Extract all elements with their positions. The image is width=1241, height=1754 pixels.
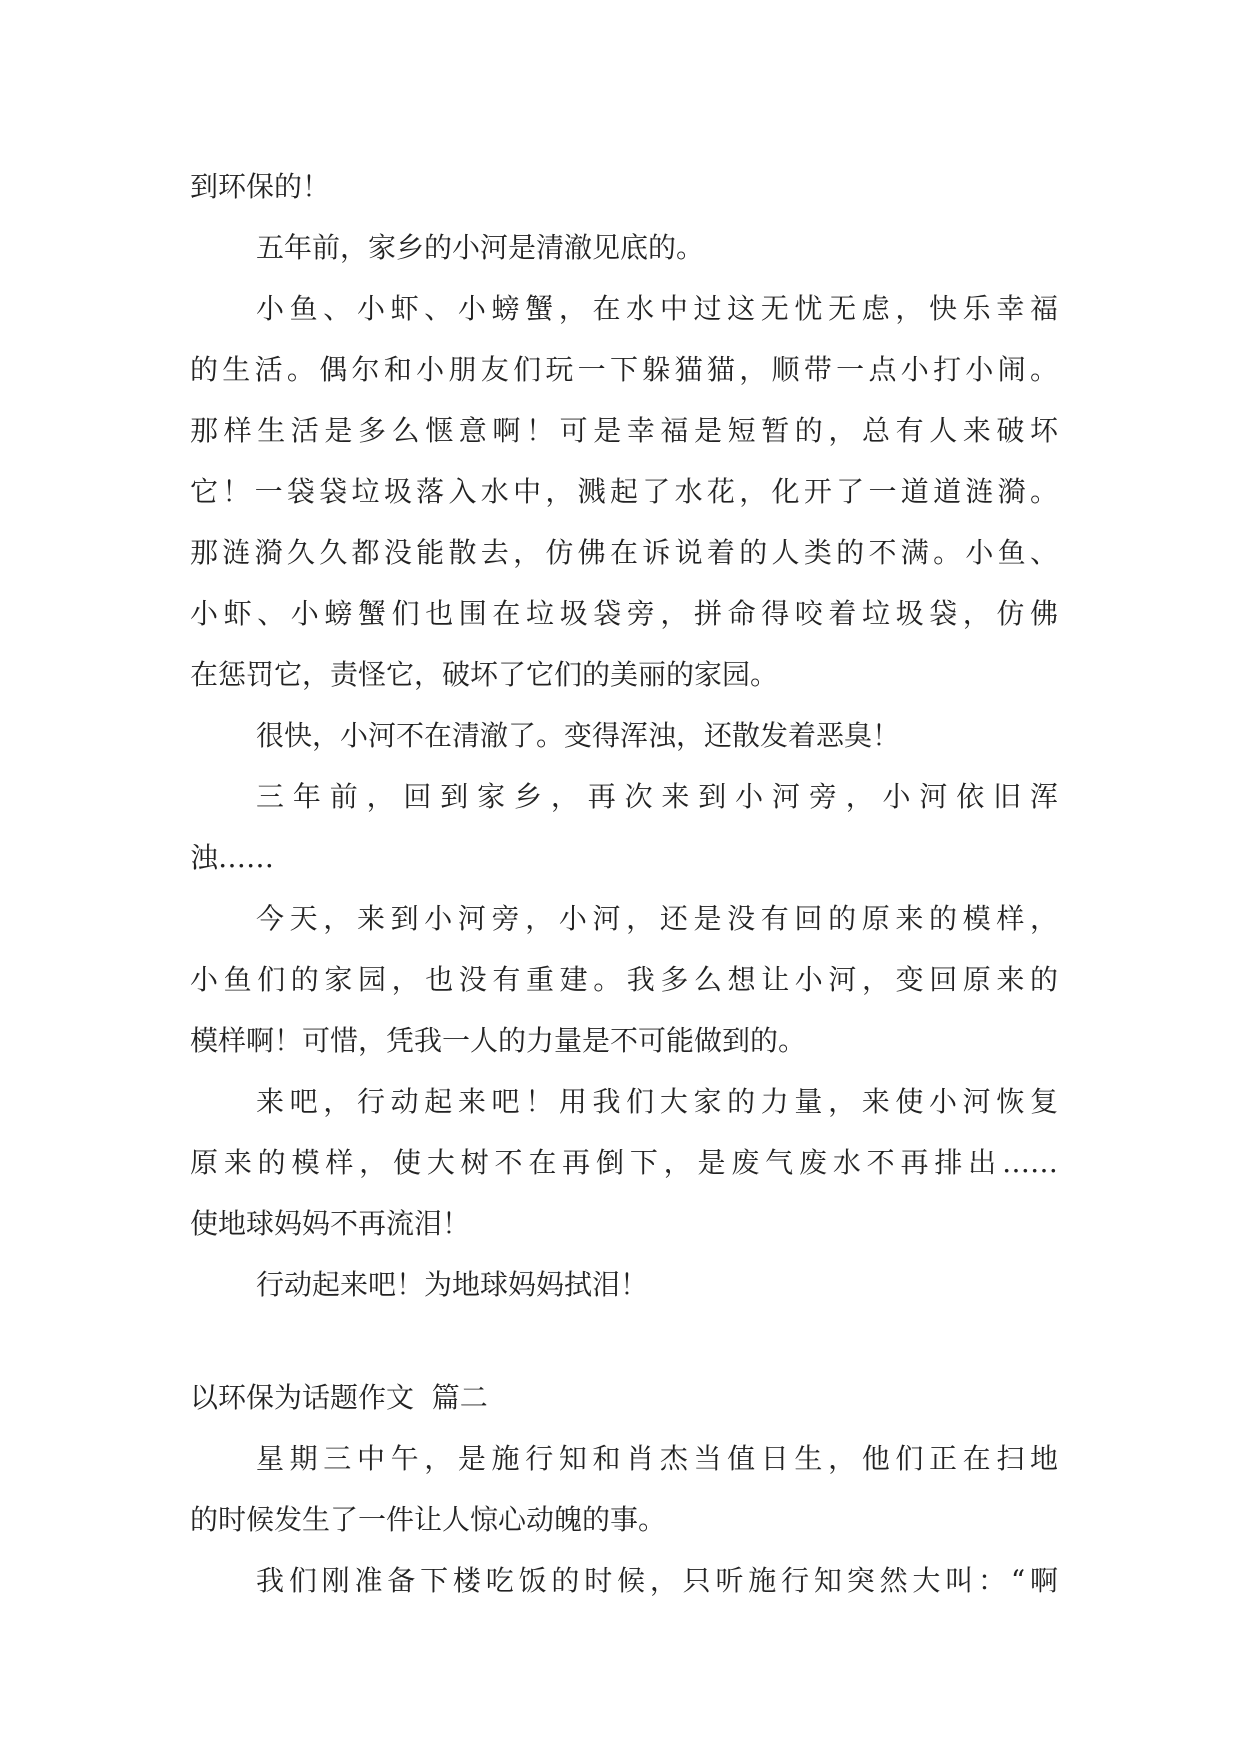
- text-line: 三年前，回到家乡，再次来到小河旁，小河依旧浑: [256, 780, 1058, 813]
- text-line: 浊……: [190, 841, 275, 874]
- text-line: 小鱼们的家园，也没有重建。我多么想让小河，变回原来的: [190, 963, 1058, 996]
- text-line: 它！一袋袋垃圾落入水中，溅起了水花，化开了一道道涟漪。: [190, 475, 1058, 508]
- text-line: 我们刚准备下楼吃饭的时候，只听施行知突然大叫：“啊: [256, 1564, 1058, 1597]
- text-line: 那涟漪久久都没能散去，仿佛在诉说着的人类的不满。小鱼、: [190, 536, 1058, 569]
- text-line: 那样生活是多么惬意啊！可是幸福是短暂的，总有人来破坏: [190, 414, 1058, 447]
- text-line: 很快，小河不在清澈了。变得浑浊，还散发着恶臭！: [256, 719, 901, 752]
- document-body: [190, 156, 1058, 1611]
- text-line: 来吧，行动起来吧！用我们大家的力量，来使小河恢复: [256, 1085, 1058, 1118]
- text-line: 小虾、小螃蟹们也围在垃圾袋旁，拼命得咬着垃圾袋，仿佛: [190, 597, 1058, 630]
- text-line: 今天，来到小河旁，小河，还是没有回的原来的模样，: [256, 902, 1058, 935]
- text-line: 行动起来吧！为地球妈妈拭泪！: [256, 1268, 649, 1301]
- text-line: 星期三中午，是施行知和肖杰当值日生，他们正在扫地: [256, 1442, 1058, 1475]
- text-line: 小鱼、小虾、小螃蟹，在水中过这无忧无虑，快乐幸福: [256, 292, 1058, 325]
- text-line: 在惩罚它，责怪它，破坏了它们的美丽的家园。: [190, 658, 779, 691]
- text-line: 的生活。偶尔和小朋友们玩一下躲猫猫，顺带一点小打小闹。: [190, 353, 1058, 386]
- text-line: 到环保的！: [190, 170, 331, 203]
- text-line: 模样啊！可惜，凭我一人的力量是不可能做到的。: [190, 1024, 807, 1057]
- text-line: 的时候发生了一件让人惊心动魄的事。: [190, 1503, 667, 1536]
- text-line: 原来的模样，使大树不在再倒下，是废气废水不再排出……: [190, 1146, 1058, 1179]
- text-line: 使地球妈妈不再流泪！: [190, 1207, 471, 1240]
- section-gap: [190, 1315, 1058, 1367]
- section-title: 以环保为话题作文 篇二: [190, 1381, 488, 1414]
- text-line: 五年前，家乡的小河是清澈见底的。: [256, 231, 705, 264]
